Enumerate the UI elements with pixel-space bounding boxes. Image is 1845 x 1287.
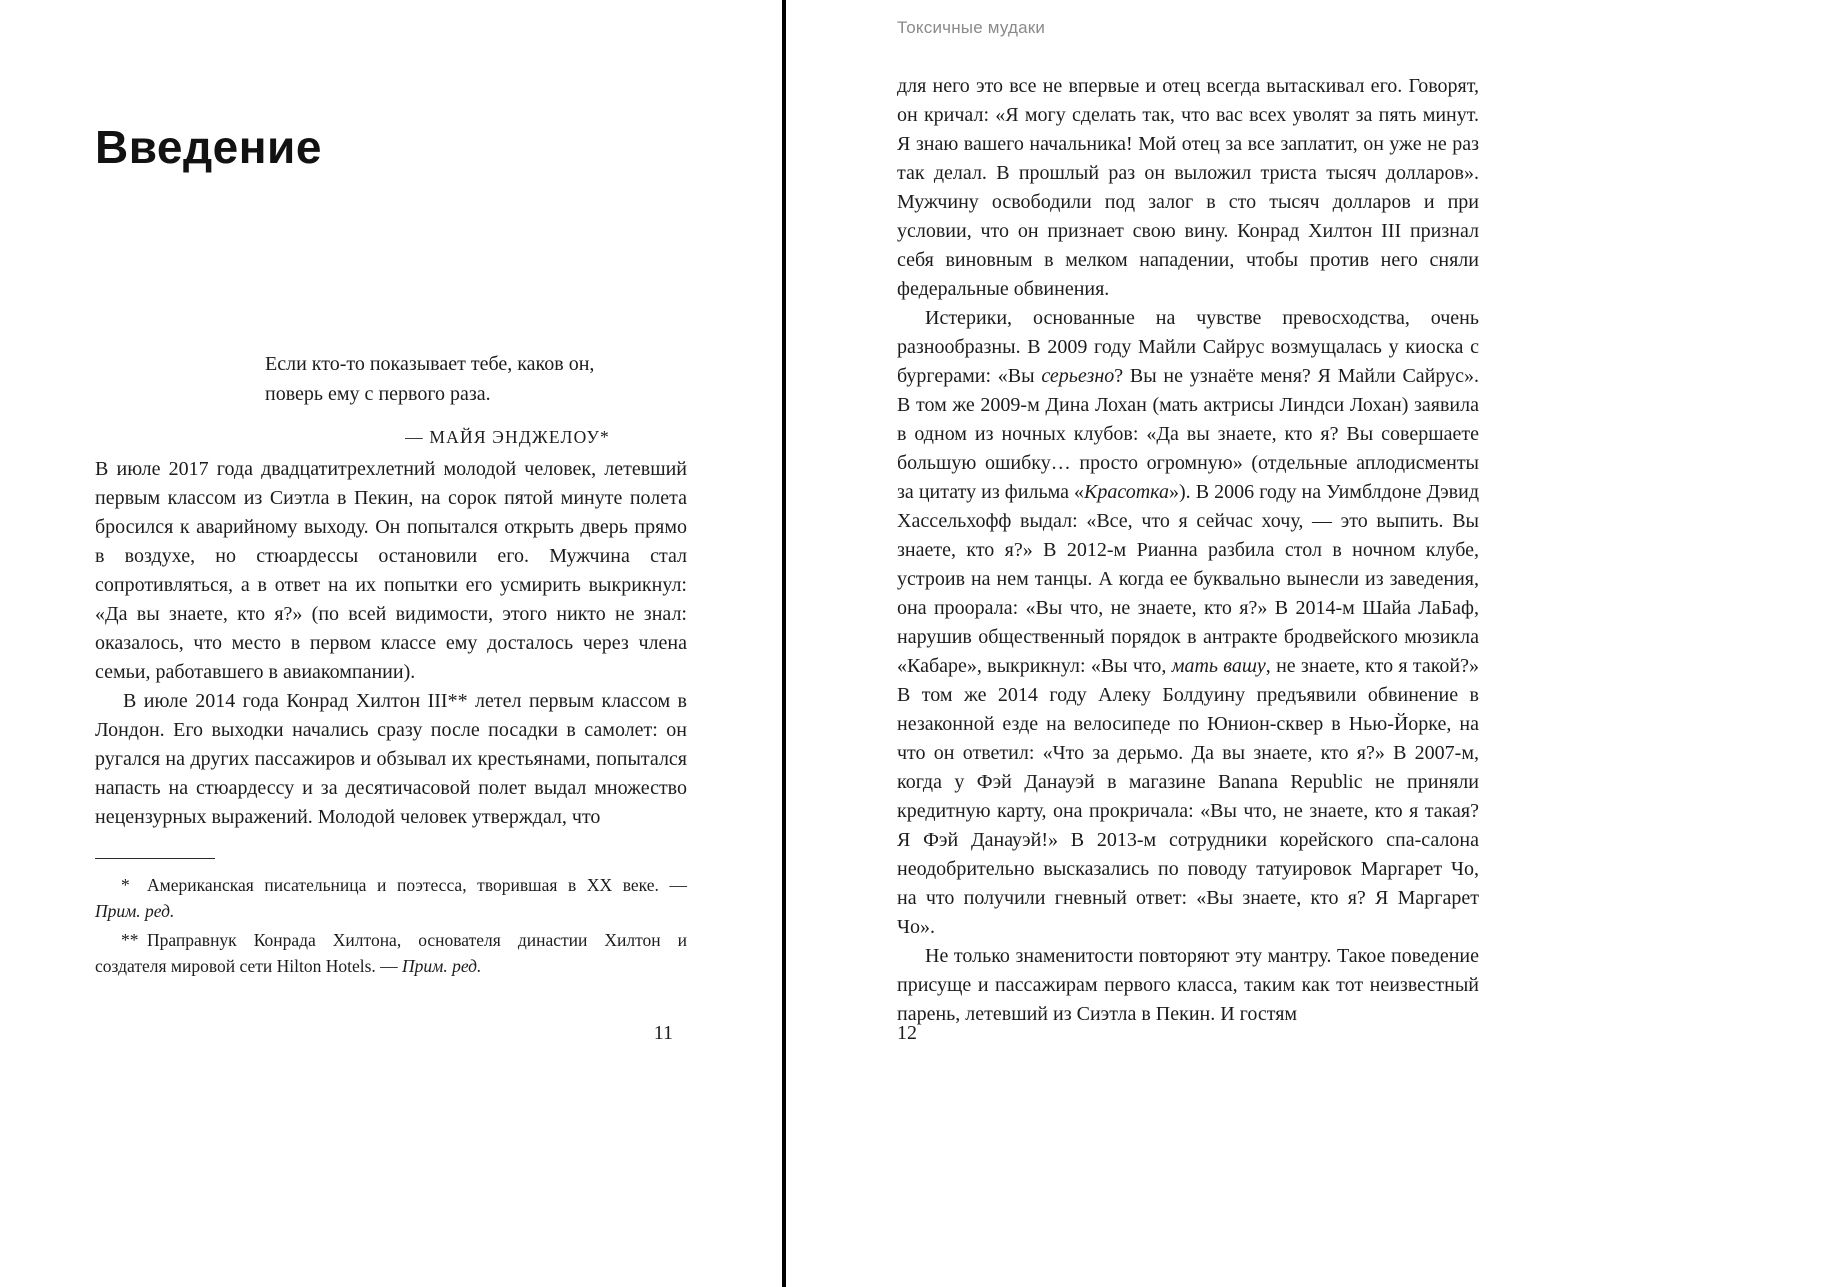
page-divider: [782, 0, 786, 1287]
left-page-body: [95, 455, 687, 832]
page-number-left: 11: [653, 1022, 673, 1044]
page-right: [897, 0, 1479, 1287]
epigraph-line: Если кто-то показывает тебе, каков он,: [265, 353, 595, 375]
footnote-divider: [95, 858, 215, 859]
running-header: Токсичные мудаки: [897, 18, 1046, 37]
paragraph: В июле 2017 года двадцатитрехлетний молодой человек, летевший первым классом из Сиэтла в Пекин, на сорок пятой минуте полета бросился к аварийному выходу. Он попытался открыть дверь прямо в воздухе, но стюардессы остановили его. Мужчина стал сопротивляться, а в ответ на их попытки его усмирить выкрикнул: «Да вы знаете, кто я?» (по всей видимости, этого никто не знал: оказалось, что место в первом классе ему досталось через члена семьи, работавшего в авиакомпании).: [95, 458, 687, 683]
epigraph-line: поверь ему с первого раза.: [265, 383, 491, 405]
footnote: [95, 927, 687, 979]
footnote-text: Американская писательница и поэтесса, творившая в XX веке. — Прим. ред.: [95, 875, 687, 921]
footnote: [95, 872, 687, 924]
paragraph: Истерики, основанные на чувстве превосходства, очень разнообразны. В 2009 году Майли Сайрус возмущалась у киоска с бургерами: «Вы серьезно? Вы не узнаёте меня? Я Майли Сайрус». В том же 2009-м Дина Лохан (мать актрисы Линдси Лохан) заявила в одном из ночных клубов: «Да вы знаете, кто я? Вы совершаете большую ошибку… просто огромную» (отдельные аплодисменты за цитату из фильма «Красотка»). В 2006 году на Уимблдоне Дэвид Хассельхофф выдал: «Все, что я сейчас хочу, — это выпить. Вы знаете, кто я?» В 2012-м Рианна разбила стол в ночном клубе, устроив на нем танцы. А когда ее буквально вынесли из заведения, она проорала: «Вы что, не знаете, кто я?» В 2014-м Шайа ЛаБаф, нарушив общественный порядок в антракте бродвейского мюзикла «Кабаре», выкрикнул: «Вы что, мать вашу, не знаете, кто я такой?» В том же 2014 году Алеку Болдуину предъявили обвинение в незаконной езде на велосипеде по Юнион-сквер в Нью-Йорке, на что он ответил: «Что за дерьмо. Да вы знаете, кто я?» В 2007-м, когда у Фэй Данауэй в магазине Banana Republic не приняли кредитную карту, она прокричала: «Вы что, не знаете, кто я такая? Я Фэй Данауэй!» В 2013-м сотрудники корейского спа-салона неодобрительно высказались по поводу татуировок Маргарет Чо, на что получили гневный ответ: «Вы знаете, кто я? Я Маргарет Чо».: [897, 307, 1480, 938]
paragraph: для него это все не впервые и отец всегда вытаскивал его. Говорят, он кричал: «Я могу сделать так, что вас всех уволят за пять минут. Я знаю вашего начальника! Мой отец за все заплатит, он уже не раз так делал. В прошлый раз он выложил триста тысяч долларов». Мужчину освободили под залог в сто тысяч долларов и при условии, что он признает свою вину. Конрад Хилтон III признал себя виновным в мелком нападении, чтобы против него сняли федеральные обвинения.: [897, 75, 1479, 300]
paragraph: Не только знаменитости повторяют эту мантру. Такое поведение присуще и пассажирам первого класса, таким как тот неизвестный парень, летевший из Сиэтла в Пекин. И гостям: [897, 945, 1479, 1025]
page-number-right: 12: [897, 1022, 917, 1044]
epigraph: [265, 349, 610, 452]
footnote-marker: *: [121, 875, 130, 895]
footnote-marker: **: [121, 930, 139, 950]
paragraph: В июле 2014 года Конрад Хилтон III** летел первым классом в Лондон. Его выходки начались сразу после посадки в самолет: он ругался на других пассажиров и обзывал их крестьянами, попытался напасть на стюардессу и за десятичасовой полет выдал множество нецензурных выражений. Молодой человек утверждал, что: [95, 690, 687, 828]
epigraph-attribution: — МАЙЯ ЭНДЖЕЛОУ*: [405, 427, 610, 447]
footnote-text: Праправнук Конрада Хилтона, основателя династии Хилтон и создателя мировой сети Hilton Hotels. — Прим. ред.: [95, 930, 687, 976]
page-left: [95, 0, 687, 1287]
right-page-body: [897, 72, 1479, 1029]
chapter-title: Введение: [95, 121, 322, 173]
footnotes-block: [95, 858, 687, 982]
